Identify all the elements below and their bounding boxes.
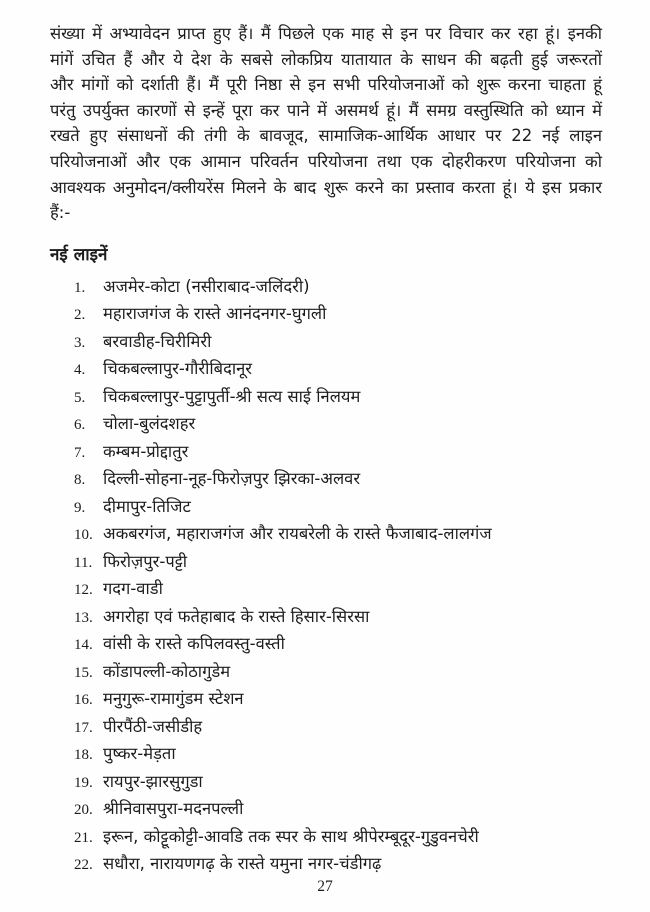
list-item <box>74 659 602 687</box>
list-item-label: दीमापुर-तिजिट <box>103 496 191 516</box>
list-item-label: फिरोज़पुर-पट्टी <box>103 551 188 571</box>
list-item-number: 12. <box>74 582 93 599</box>
list-item-number: 16. <box>74 692 93 709</box>
list-item-number: 18. <box>74 747 93 764</box>
intro-paragraph: संख्या में अभ्यावेदन प्राप्त हुए हैं। मैं पिछले एक माह से इन पर विचार कर रहा हूं। इनकी मांगें उचित हैं और ये देश के सबसे लोकप्रिय यातायात के साधन की बढ़ती हुई जरूरतों और मांगों को दर्शाती हैं। मैं पूरी निष्ठा से इन सभी परियोजनाओं को शुरू करना चाहता हूं परंतु उपर्युक्त कारणों से इन्हें पूरा कर पाने में असमर्थ हूं। मैं समग्र वस्तुस्थिति को ध्यान में रखते हुए संसाधनों की तंगी के बावजूद, सामाजिक-आर्थिक आधार पर 22 नई लाइन परियोजनाओं और एक आमान परिवर्तन परियोजना तथा एक दोहरीकरण परियोजना को आवश्यक अनुमोदन/क्लीयरेंस मिलने के बाद शुरू करने का प्रस्ताव करता हूं। ये इस प्रकार हैं:- <box>50 24 602 223</box>
list-item-label: पीरपैंठी-जसीडीह <box>103 716 203 736</box>
list-item-number: 21. <box>74 829 93 846</box>
list-item <box>74 604 602 632</box>
list-item-number: 19. <box>74 774 93 791</box>
list-item <box>74 356 602 384</box>
list-item-label: कम्बम-प्रोद्दातुर <box>103 441 189 461</box>
list-item-label: चिकबल्लापुर-गौरीबिदानूर <box>103 359 253 379</box>
list-item-number: 14. <box>74 637 93 654</box>
list-item-label: अगरोहा एवं फतेहाबाद के रास्ते हिसार-सिरसा <box>103 606 370 626</box>
list-item-label: मनुगुरू-रामागुंडम स्टेशन <box>103 689 244 709</box>
list-item-label: अजमेर-कोटा (नसीराबाद-जलिंदरी) <box>103 276 310 296</box>
section-heading-new-lines: नई लाइनें <box>50 244 108 265</box>
list-item <box>74 631 602 659</box>
list-item-label: महाराजगंज के रास्ते आनंदनगर-घुगली <box>103 304 327 324</box>
list-item-label: रायपुर-झारसुगुडा <box>103 771 203 791</box>
list-item <box>74 329 602 357</box>
list-item-label: चोला-बुलंदशहर <box>103 414 196 434</box>
list-item <box>74 384 602 412</box>
list-item <box>74 851 602 879</box>
list-item-label: चिकबल्लापुर-पुट्टापुर्ती-श्री सत्य साई निलयम <box>103 386 361 406</box>
list-item-number: 1. <box>74 279 86 296</box>
list-item-label: वांसी के रास्ते कपिलवस्तु-वस्ती <box>103 634 285 654</box>
list-item-number: 20. <box>74 802 93 819</box>
list-item <box>74 741 602 769</box>
list-item-number: 5. <box>74 389 86 406</box>
list-item-number: 22. <box>74 857 93 874</box>
new-lines-list <box>50 274 602 879</box>
list-item <box>74 439 602 467</box>
list-item <box>74 301 602 329</box>
list-item-number: 13. <box>74 609 93 626</box>
list-item-label: सधौरा, नारायणगढ़ के रास्ते यमुना नगर-चंडीगढ़ <box>103 854 382 874</box>
list-item <box>74 411 602 439</box>
list-item-label: कोंडापल्ली-कोठागुडेम <box>103 661 231 681</box>
list-item <box>74 521 602 549</box>
list-item-number: 15. <box>74 664 93 681</box>
list-item-number: 11. <box>74 554 93 571</box>
list-item-label: श्रीनिवासपुरा-मदनपल्ली <box>103 799 244 819</box>
list-item-number: 4. <box>74 362 86 379</box>
list-item-number: 17. <box>74 719 93 736</box>
list-item <box>74 549 602 577</box>
list-item <box>74 466 602 494</box>
list-item-number: 3. <box>74 334 86 351</box>
list-item <box>74 796 602 824</box>
list-item-number: 8. <box>74 472 86 489</box>
list-item <box>74 714 602 742</box>
list-item <box>74 686 602 714</box>
list-item-label: इरून, कोट्टूकोट्टी-आवडि तक स्पर के साथ श्रीपेरम्बूदूर-गुडुवनचेरी <box>103 826 479 846</box>
list-item-number: 7. <box>74 444 86 461</box>
list-item-label: दिल्ली-सोहना-नूह-फिरोज़पुर झिरका-अलवर <box>103 469 361 489</box>
list-item-label: बरवाडीह-चिरीमिरी <box>103 331 212 351</box>
list-item-number: 6. <box>74 417 86 434</box>
list-item-number: 2. <box>74 307 86 324</box>
list-item-number: 9. <box>74 499 86 516</box>
list-item <box>74 769 602 797</box>
list-item <box>74 576 602 604</box>
page-number: 27 <box>317 878 333 895</box>
list-item-label: पुष्कर-मेड़ता <box>103 744 176 764</box>
list-item <box>74 274 602 302</box>
list-item <box>74 824 602 852</box>
list-item <box>74 494 602 522</box>
list-item-label: अकबरगंज, महाराजगंज और रायबरेली के रास्ते फैजाबाद-लालगंज <box>103 524 492 544</box>
list-item-label: गदग-वाडी <box>103 579 163 599</box>
list-item-number: 10. <box>74 527 93 544</box>
